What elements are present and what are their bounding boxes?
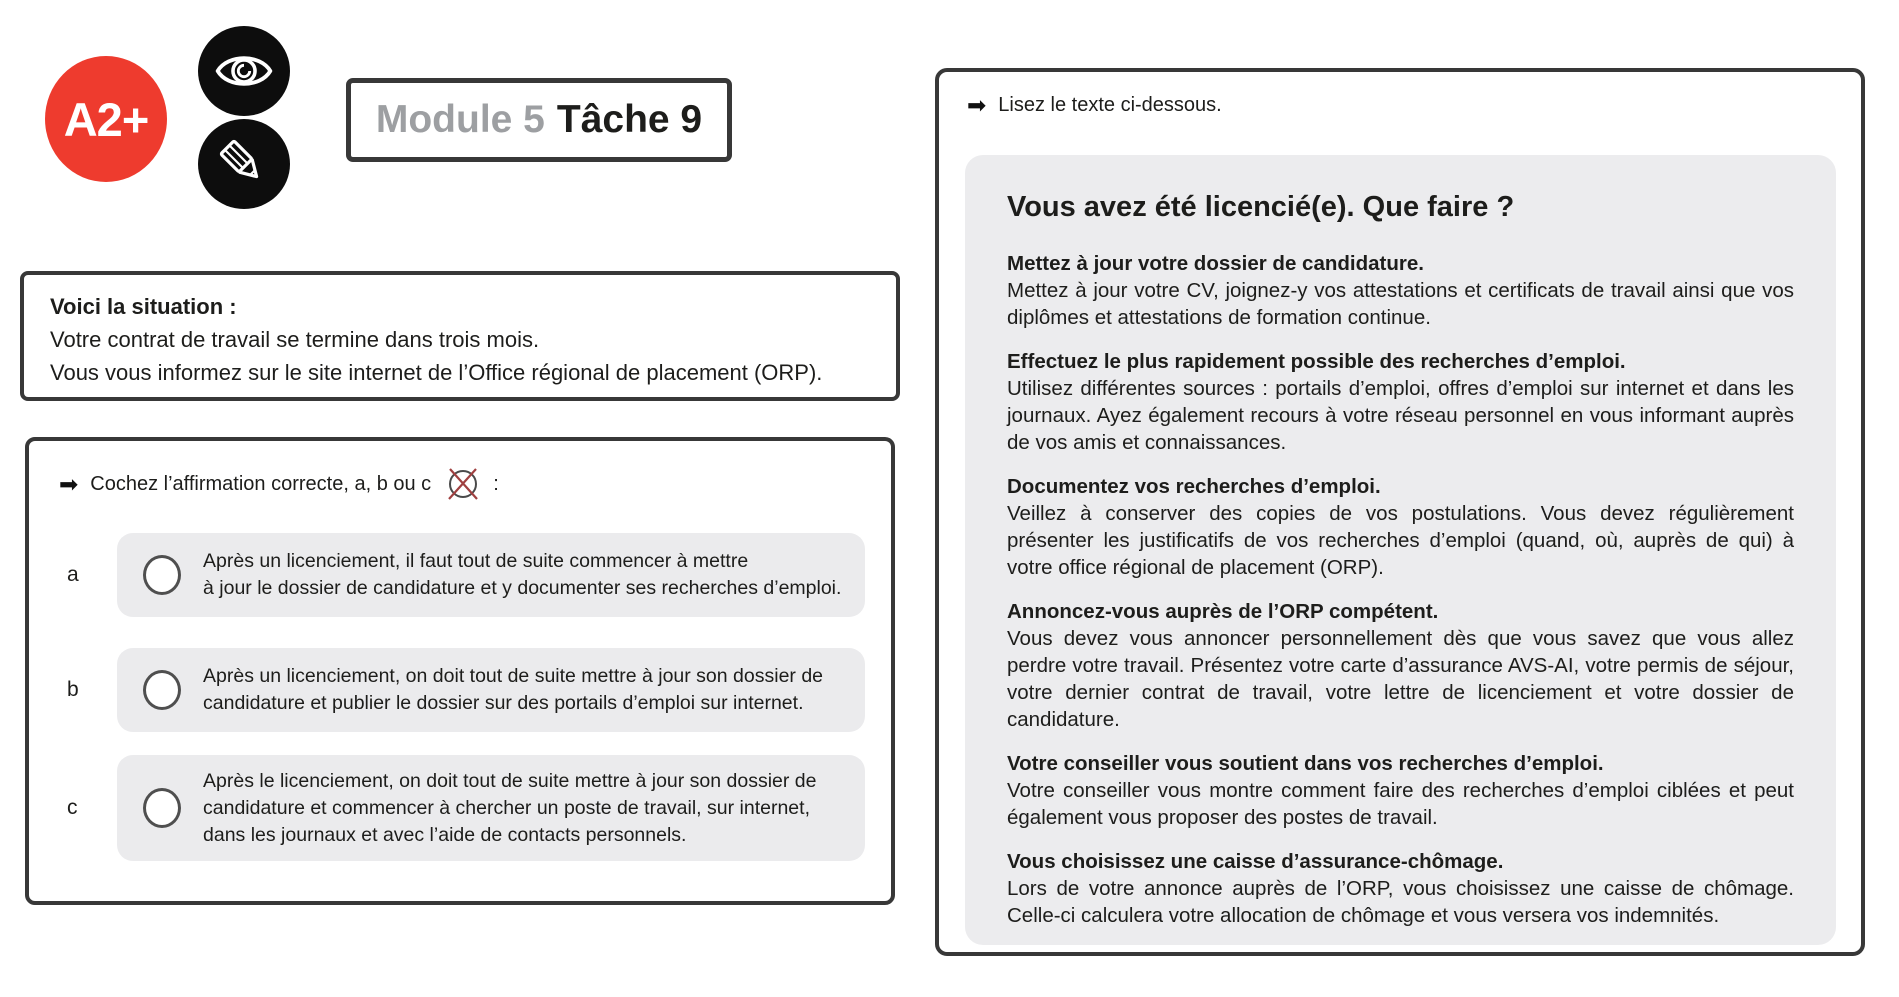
eye-icon-glyph <box>212 39 276 103</box>
level-badge-label: A2+ <box>63 92 149 146</box>
option-text-line: candidature et commencer à chercher un poste de travail, sur internet, <box>203 796 810 819</box>
section-body: Veillez à conserver des copies de vos postulations. Vous devez régulièrement présenter les justificatifs de vos recherches d’emploi (quand, où, auprès de qui) à votre office régional de placement (ORP). <box>1007 502 1794 579</box>
question-instruction-colon: : <box>493 472 499 495</box>
question-instruction <box>59 467 499 501</box>
option-letter: c <box>67 796 78 819</box>
section-heading: Vous choisissez une caisse d’assurance-chômage. <box>1007 850 1504 873</box>
section-body: Lors de votre annonce auprès de l’ORP, vous choisissez une caisse de chômage. Celle-ci calculera votre allocation de chômage et vous versera vos indemnités. <box>1007 877 1794 927</box>
reading-section <box>1007 750 1794 831</box>
module-label: Module 5 <box>375 98 545 141</box>
eye-icon <box>198 26 290 116</box>
radio-option-a[interactable] <box>143 555 181 595</box>
module-title-box <box>346 78 732 162</box>
section-body: Votre conseiller vous montre comment faire des recherches d’emploi ciblées et peut également vous proposer des postes de travail. <box>1007 779 1794 829</box>
option-text-line: Après le licenciement, on doit tout de suite mettre à jour son dossier de <box>203 769 817 792</box>
situation-box <box>20 271 900 401</box>
level-badge <box>45 56 167 182</box>
section-heading: Mettez à jour votre dossier de candidature. <box>1007 252 1424 275</box>
section-heading: Documentez vos recherches d’emploi. <box>1007 475 1381 498</box>
reading-section <box>1007 473 1794 581</box>
situation-line: Vous vous informez sur le site internet de l’Office régional de placement (ORP). <box>50 360 823 385</box>
option-text-c <box>203 768 817 849</box>
section-body: Utilisez différentes sources : portails d’emploi, offres d’emploi sur internet et dans les journaux. Ayez également recours à votre réseau personnel en vous informant auprès de vos amis et connaissances. <box>1007 377 1794 454</box>
cross-circle-icon <box>445 467 481 501</box>
radio-option-c[interactable] <box>143 788 181 828</box>
reading-section <box>1007 348 1794 456</box>
reading-title: Vous avez été licencié(e). Que faire ? <box>1007 191 1515 223</box>
option-pill-c[interactable] <box>117 755 865 861</box>
question-instruction-text: Cochez l’affirmation correcte, a, b ou c <box>90 472 432 495</box>
reading-section <box>1007 848 1794 929</box>
situation-line: Votre contrat de travail se termine dans trois mois. <box>50 327 540 352</box>
section-heading: Annoncez-vous auprès de l’ORP compétent. <box>1007 600 1439 623</box>
option-text-line: à jour le dossier de candidature et y documenter ses recherches d’emploi. <box>203 577 842 599</box>
arrow-right-icon: ➡ <box>967 92 987 118</box>
reading-instruction <box>967 94 1222 117</box>
section-body: Vous devez vous annoncer personnellement dès que vous savez que vous allez perdre votre travail. Présentez votre carte d’assurance AVS-AI, votre permis de séjour, votre dernier contrat de travail, votre lettre de licenciement et votre dossier de candidature. <box>1007 627 1794 731</box>
section-heading: Effectuez le plus rapidement possible des recherches d’emploi. <box>1007 350 1626 373</box>
section-heading: Votre conseiller vous soutient dans vos recherches d’emploi. <box>1007 752 1604 775</box>
option-letter: a <box>67 563 79 586</box>
option-row-c <box>29 755 891 861</box>
option-pill-b[interactable] <box>117 648 865 732</box>
option-row-a <box>29 533 891 617</box>
option-text-a <box>203 548 841 602</box>
task-label: Tâche 9 <box>556 98 703 141</box>
section-body: Mettez à jour votre CV, joignez-y vos attestations et certificats de travail ainsi que vos diplômes et attestations de formation continue. <box>1007 279 1794 329</box>
reading-section <box>1007 250 1794 331</box>
option-pill-a[interactable] <box>117 533 865 617</box>
situation-heading: Voici la situation : <box>50 294 237 319</box>
reading-instruction-text: Lisez le texte ci-dessous. <box>998 94 1222 116</box>
option-text-line: Après un licenciement, il faut tout de suite commencer à mettre <box>203 550 749 572</box>
pencil-icon-glyph <box>212 132 276 196</box>
arrow-right-icon: ➡ <box>59 470 79 497</box>
option-letter: b <box>67 678 79 701</box>
pencil-icon <box>198 119 290 209</box>
option-text-line: candidature et publier le dossier sur des portails d’emploi sur internet. <box>203 692 804 714</box>
question-box <box>25 437 895 905</box>
option-text-line: Après un licenciement, on doit tout de suite mettre à jour son dossier de <box>203 665 824 687</box>
radio-option-b[interactable] <box>143 670 181 710</box>
reading-text-card <box>965 155 1836 945</box>
option-text-line: dans les journaux et avec l’aide de contacts personnels. <box>203 823 687 846</box>
reading-section <box>1007 598 1794 733</box>
option-text-b <box>203 663 823 717</box>
option-row-b <box>29 648 891 732</box>
reading-panel <box>935 68 1865 956</box>
